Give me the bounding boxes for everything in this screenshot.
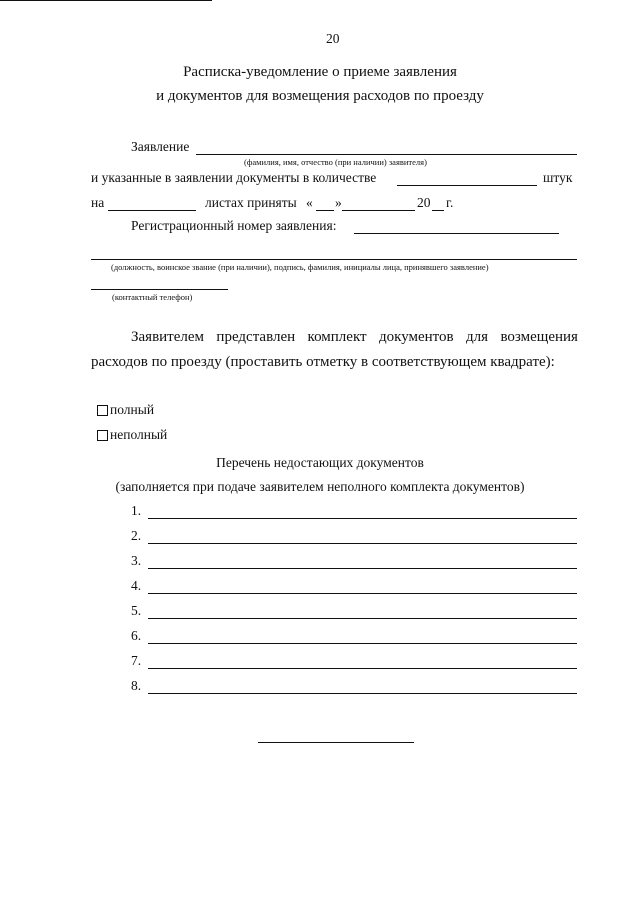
sheets-accepted-text: листах приняты	[205, 195, 297, 210]
missing-doc-number: 2.	[131, 528, 142, 543]
paragraph-word: для	[466, 329, 489, 345]
reg-number-field[interactable]	[354, 233, 559, 234]
missing-doc-field[interactable]	[148, 668, 577, 669]
paragraph-line1	[131, 329, 578, 346]
missing-doc-number: 7.	[131, 653, 142, 668]
option-full-label: полный	[110, 402, 155, 417]
page-number: 20	[326, 31, 340, 46]
missing-doc-number: 6.	[131, 628, 142, 643]
documents-count-field[interactable]	[397, 185, 537, 186]
option-incomplete-checkbox[interactable]	[97, 430, 108, 441]
missing-doc-number: 4.	[131, 578, 142, 593]
missing-doc-field[interactable]	[148, 643, 577, 644]
sheets-count-field[interactable]	[108, 210, 196, 211]
phone-hint: (контактный телефон)	[112, 292, 193, 302]
phone-field[interactable]	[91, 289, 228, 290]
document-title-line1: Расписка-уведомление о приеме заявления	[183, 64, 457, 80]
missing-doc-number: 1.	[131, 503, 142, 518]
missing-docs-subtitle: (заполняется при подаче заявителем неполного комплекта документов)	[115, 479, 525, 494]
pieces-label: штук	[543, 170, 573, 185]
date-month-field[interactable]	[342, 210, 415, 211]
application-label: Заявление	[131, 139, 190, 154]
paragraph-word: комплект	[307, 329, 367, 345]
paragraph-word: документов	[379, 329, 454, 345]
bottom-separator-line	[258, 742, 414, 743]
option-incomplete-label: неполный	[110, 427, 168, 442]
missing-doc-field[interactable]	[148, 693, 577, 694]
missing-doc-field[interactable]	[148, 618, 577, 619]
year-suffix: г.	[446, 195, 454, 210]
missing-doc-field[interactable]	[148, 543, 577, 544]
missing-doc-number: 8.	[131, 678, 142, 693]
applicant-name-hint: (фамилия, имя, отчество (при наличии) заявителя)	[244, 157, 427, 167]
paragraph-line2: расходов по проезду (проставить отметку в соответствующем квадрате):	[91, 354, 555, 370]
year-prefix: 20	[417, 195, 431, 210]
missing-docs-title: Перечень недостающих документов	[216, 455, 424, 470]
document-title-line2: и документов для возмещения расходов по проезду	[156, 88, 484, 104]
date-year-field[interactable]	[432, 210, 444, 211]
paragraph-word: возмещения	[500, 329, 578, 345]
date-close-quote: »	[335, 195, 342, 210]
missing-doc-number: 3.	[131, 553, 142, 568]
paragraph-word: Заявителем	[131, 329, 205, 345]
on-label: на	[91, 195, 105, 210]
missing-doc-field[interactable]	[148, 593, 577, 594]
signature-field[interactable]	[91, 259, 577, 260]
reg-number-label: Регистрационный номер заявления:	[131, 218, 337, 233]
paragraph-word: представлен	[216, 329, 296, 345]
date-open-quote: «	[306, 195, 313, 210]
option-full-checkbox[interactable]	[97, 405, 108, 416]
missing-doc-number: 5.	[131, 603, 142, 618]
top-edge-line	[0, 0, 212, 1]
applicant-name-field[interactable]	[196, 154, 577, 155]
missing-doc-field[interactable]	[148, 568, 577, 569]
missing-doc-field[interactable]	[148, 518, 577, 519]
documents-count-text: и указанные в заявлении документы в количестве	[91, 170, 377, 185]
date-day-field[interactable]	[316, 210, 334, 211]
signature-hint: (должность, воинское звание (при наличии), подпись, фамилия, инициалы лица, принявшего заявление)	[111, 262, 489, 272]
